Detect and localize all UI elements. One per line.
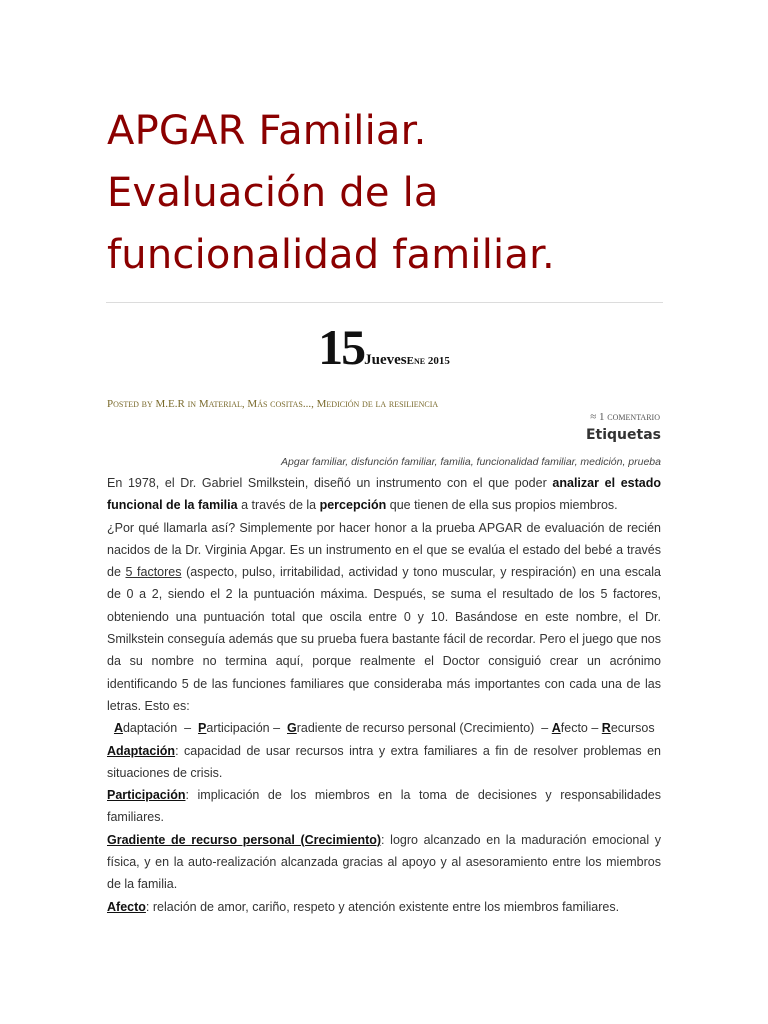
text-run: a través de la: [237, 498, 320, 513]
definition-gradiente: [107, 829, 661, 896]
title-divider: [106, 302, 663, 303]
bold-run: percepción: [319, 498, 387, 513]
acronym-word: ecursos: [610, 721, 655, 736]
post-meta: [107, 398, 438, 410]
posted-by-label: Posted by: [107, 398, 153, 410]
text-run: En 1978, el Dr. Gabriel Smilkstein, diseñó un instrumento con el que poder: [107, 476, 553, 490]
definition-text: : relación de amor, cariño, respeto y atención existente entre los miembros familiares.: [145, 899, 620, 914]
definition-term: Gradiente de recurso personal (Crecimiento): [107, 832, 382, 847]
acronym-word: articipación: [206, 721, 270, 736]
post-date-month-year: Ene 2015: [406, 355, 450, 367]
acronym-line: [107, 717, 661, 739]
post-date-day: 15: [318, 319, 365, 375]
bold-run: analizar el estado funcional de la familia: [107, 476, 662, 513]
acronym-separator: –: [534, 721, 552, 736]
category-link-medicion-resiliencia[interactable]: Medición de la resiliencia: [316, 398, 439, 410]
text-run: ¿Por qué llamarla así? Simplemente por hacer honor a la prueba APGAR de evaluación de recién nacidos de la Dr. Virginia Apgar. Es un instrumento en el que se evalúa el estado del bebé a través de: [107, 520, 661, 580]
author-link[interactable]: M.E.R: [155, 398, 185, 410]
comments-count: [590, 411, 660, 423]
tags-list: Apgar familiar, disfunción familiar, familia, funcionalidad familiar, medición, prueba: [281, 456, 661, 468]
category-link-mas-cositas[interactable]: Más cositas...: [247, 398, 312, 410]
category-link-material[interactable]: Material: [198, 398, 242, 410]
acronym-letter: G: [287, 721, 297, 736]
post-title-line-3: funcionalidad familiar.: [107, 232, 555, 278]
post-title: [107, 100, 707, 286]
paragraph-origin: [107, 517, 661, 718]
definition-term: Afecto: [107, 899, 146, 914]
post-title-line-2: Evaluación de la: [107, 170, 439, 216]
definition-text: : capacidad de usar recursos intra y extra familiares a fin de resolver problemas en situaciones de crisis.: [107, 743, 661, 780]
text-run: que tienen de ella sus propios miembros.: [386, 498, 618, 513]
acronym-separator: –: [177, 721, 199, 736]
post-date: [0, 318, 768, 376]
definition-text: : implicación de los miembros en la toma de decisiones y responsabilidades familiares.: [107, 788, 661, 825]
post-date-weekday: Jueves: [364, 352, 407, 368]
category-separator: ,: [311, 398, 317, 410]
in-label: in: [187, 398, 197, 410]
definition-term: Adaptación: [107, 743, 176, 758]
acronym-word: daptación: [122, 721, 178, 736]
acronym-separator: –: [269, 721, 287, 736]
definition-text: : logro alcanzado en la maduración emocional y física, y en la auto-realización alcanzada gracias al apoyo y al asesoramiento entre los miembros de la familia.: [107, 832, 661, 892]
definition-term: Participación: [107, 788, 186, 803]
definition-participacion: [107, 784, 661, 829]
text-run: (aspecto, pulso, irritabilidad, actividad y tono muscular, y respiración) en una escala de 0 a 2, siendo el 2 la puntuación máxima. Después, se suma el resultado de los 5 factores, obteniendo una puntuación total que oscila entre 0 y 10. Basándose en este nombre, el Dr. Smilkstein conseguía además que su prueba fuera bastante fácil de recordar. Pero el juego que nos da su nombre no termina aquí, porque realmente el Doctor consiguió crear un acrónimo identificando 5 de las funciones familiares que consideraba más importantes con cada una de las letras. Esto es:: [107, 565, 661, 713]
acronym-word: fecto: [560, 721, 588, 736]
acronym-letter: A: [551, 721, 561, 736]
post-title-line-1: APGAR Familiar.: [107, 108, 427, 154]
acronym-word: radiente de recurso personal (Crecimiento): [296, 721, 535, 736]
tags-heading: Etiquetas: [585, 427, 661, 443]
acronym-letter: A: [113, 721, 123, 736]
acronym-letter: P: [198, 721, 207, 736]
paragraph-intro: [107, 472, 661, 517]
definition-afecto: [107, 896, 661, 918]
comment-icon: ≈: [590, 411, 597, 423]
acronym-separator: –: [587, 721, 602, 736]
acronym-letter: R: [601, 721, 611, 736]
underlined-run: 5 factores: [125, 565, 182, 580]
definition-adaptacion: [107, 740, 661, 785]
comments-link[interactable]: 1 comentario: [599, 411, 660, 423]
category-separator: ,: [241, 398, 248, 410]
post-body: [107, 472, 661, 918]
